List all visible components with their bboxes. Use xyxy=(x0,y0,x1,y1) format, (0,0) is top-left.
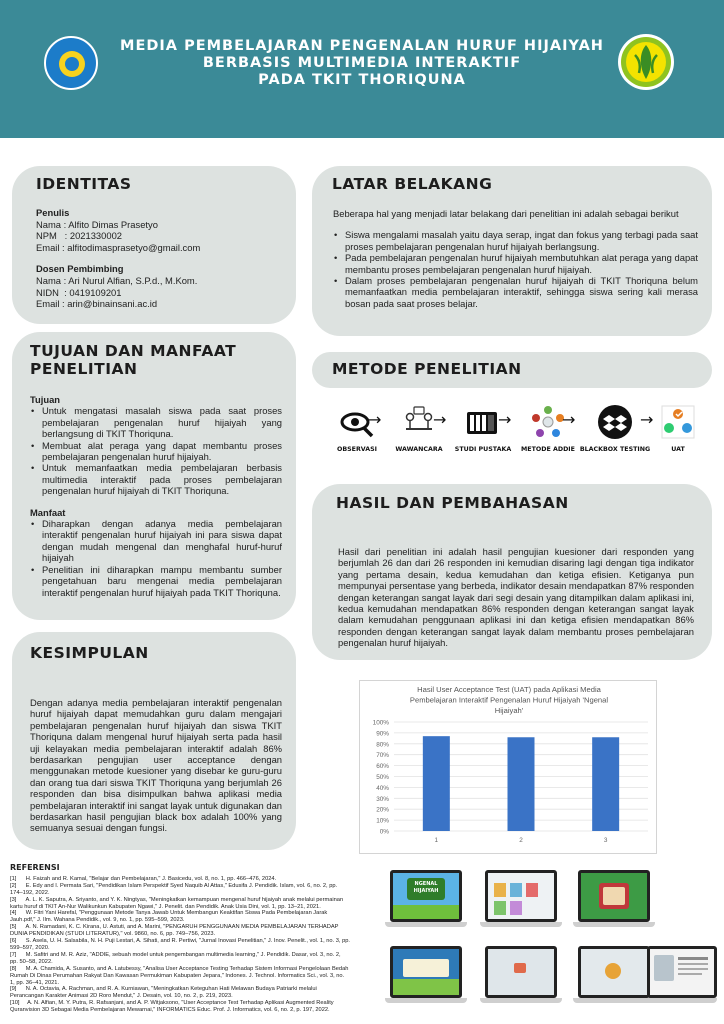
app-screenshot-1 xyxy=(385,868,467,934)
referensi-item: [9] N. A. Octavia, A. Rachman, and R. A. Kurniawan, "Meningkatkan Keteguhan Hati Melawan Budaya Patriarki melalui Perancangan Karakter Animasi 2D Roro Mendut," J. Desain, vol. 10, no. 2, p. 219, 2023. xyxy=(10,986,319,1000)
app-screenshot-4 xyxy=(385,944,467,1010)
identitas-heading: IDENTITAS xyxy=(36,175,132,193)
tujuan-heading-line-1: TUJUAN DAN MANFAAT xyxy=(30,342,237,360)
app-screenshot-6 xyxy=(573,944,655,1010)
poster-title xyxy=(100,38,624,89)
referensi-item: [8] M. A. Chamida, A. Susanto, and A. Latubessy, "Analisa User Acceptance Testing Terhadap Sistem Informasi Pengelolaan Bedah Rumah Di Dinas Perumahan Rakyat Dan Kawasan Permukiman Kabupaten Jepara," Indones. J. Technol. Informatics Sci., vol. 3, no. 1, pp. 36–41, 2021. xyxy=(10,965,350,986)
manfaat-list xyxy=(30,518,282,598)
tujuan-content xyxy=(30,394,282,598)
interview-icon xyxy=(401,404,437,440)
referensi-item: [6] S. Asela, U. H. Salsabila, N. H. Puji Lestari, A. Sihati, and R. Pertiwi, "Jurnal Inovasi Penelitian," J. Inov. Penelit., vol. 1, no. 3, pp. 599–597, 2020. xyxy=(10,938,352,951)
manfaat-item: • Penelitian ini diharapkan mampu membantu sumber pengetahuan baru mengenai media pembelajaran interaktif pengenalan huruf hijaiyah pada TKIT Thoriquna. xyxy=(30,564,282,598)
app-screenshot-7 xyxy=(647,944,717,1010)
chart-y-tick-label: 10% xyxy=(376,817,389,825)
referensi-item: [4] W. Fitri Yani Harefal, "Penggunaan Metode Tanya Jawab Untuk Membangun Keaktifan Siswa Pada Pembelajaran Jarak Jauh.pdf," J. Ilm. Wahana Pendidik., vol. 9, no. 1, pp. 595–599, 2023. xyxy=(10,910,329,924)
chart-bar xyxy=(423,736,450,831)
uat-chart-svg xyxy=(360,681,658,855)
chart-x-tick-label: 2 xyxy=(519,837,523,844)
tujuan-label: Tujuan xyxy=(30,394,61,405)
method-step-label: OBSERVASI xyxy=(336,446,378,453)
tujuan-heading-line-2: PENELITIAN xyxy=(30,360,138,378)
chart-title-line: Hasil User Acceptance Test (UAT) pada Aplikasi Media xyxy=(417,685,601,694)
method-step-label: BLACKBOX TESTING xyxy=(579,446,651,453)
chart-y-tick-label: 40% xyxy=(376,784,389,792)
uat-icon xyxy=(660,404,696,440)
latar-intro: Beberapa hal yang menjadi latar belakang dari penelitian ini adalah sebagai berikut xyxy=(333,208,679,219)
tujuan-list xyxy=(30,405,282,496)
dosen-nama: Nama : Ari Nurul Alfian, S.P.d., M.Kom. xyxy=(36,274,198,286)
chart-y-tick-label: 60% xyxy=(376,763,389,771)
referensi-section xyxy=(10,865,350,1014)
latar-list xyxy=(333,229,698,309)
method-step-label: METODE ADDIE xyxy=(521,446,575,453)
app-screenshot-3 xyxy=(573,868,655,934)
app-screenshot-5 xyxy=(480,944,562,1010)
dosen-nidn: NIDN : 0419109201 xyxy=(36,286,122,298)
referensi-heading: REFERENSI xyxy=(10,863,60,872)
chart-y-tick-label: 0% xyxy=(379,828,389,836)
latar-heading: LATAR BELAKANG xyxy=(332,175,493,193)
manfaat-label: Manfaat xyxy=(30,506,66,518)
tujuan-item: • Membuat alat peraga yang dapat membantu proses pembelajaran pengenalan huruf hijaiyah. xyxy=(30,440,282,463)
tujuan-item: • Untuk memanfaatkan media pembelajaran berbasis multimedia interaktif pada proses pembelajaran pengenalan huruf hijaiyah di TKIT Thoriquna. xyxy=(30,462,282,496)
arrow-right-icon: → xyxy=(640,410,654,429)
dosen-email: Email : arin@binainsani.ac.id xyxy=(36,298,158,310)
books-icon xyxy=(465,404,501,440)
arrow-right-icon: → xyxy=(562,410,576,429)
dosen-label: Dosen Pembimbing xyxy=(36,263,124,275)
app-screenshot-2 xyxy=(480,868,562,934)
referensi-item: [1] H. Faizah and R. Kamal, "Belajar dan Pembelajaran," J. Basicedu, vol. 8, no. 1, pp. 466–476, 2024. xyxy=(10,875,277,882)
hasil-heading: HASIL DAN PEMBAHASAN xyxy=(336,494,569,512)
app-title-line-1: NGENAL xyxy=(414,881,438,887)
arrow-right-icon: → xyxy=(433,410,447,429)
arrow-right-icon: → xyxy=(368,410,382,429)
chart-y-tick-label: 20% xyxy=(376,806,389,814)
identitas-content xyxy=(36,207,286,310)
tujuan-heading xyxy=(30,342,236,378)
method-step-label: STUDI PUSTAKA xyxy=(454,446,512,453)
chart-title-line: Hijaiyah' xyxy=(494,706,524,715)
app-title-line-2: HIJAIYAH xyxy=(413,888,439,894)
poster-header xyxy=(0,0,724,138)
title-line-1: MEDIA PEMBELAJARAN PENGENALAN HURUF HIJAIYAH xyxy=(120,38,604,54)
university-logo-icon xyxy=(44,36,98,90)
latar-item: • Siswa mengalami masalah yaitu daya serap, ingat dan fokus yang terbagi pada saat proses pembelajaran pengenalan huruf hijaiyah berlangsung. xyxy=(333,229,698,252)
method-step-uat xyxy=(659,404,697,453)
latar-item: • Pada pembelajaran pengenalan huruf hijaiyah membutuhkan alat peraga yang dapat membantu proses pembelajaran pengenalan huruf hijaiyah. xyxy=(333,252,698,275)
chart-bar xyxy=(592,737,619,831)
latar-content xyxy=(333,208,698,309)
referensi-item: [2] E. Edy and I. Permata Sari, "Pendidikan Islam Perspektif Syed Naquib Al Attas," Edusifa J. Pendidik. Islam, vol. 6, no. 2, pp. 174–192, 2022. xyxy=(10,882,339,896)
referensi-item: [7] M. Safitri and M. R. Aziz, "ADDIE, sebuah model untuk pengembangan multimedia learning," J. Pendidik. Dasar, vol. 3, no. 2, pp. 50–58, 2022. xyxy=(10,951,343,965)
chart-y-tick-label: 100% xyxy=(372,719,389,727)
latar-item: • Dalam proses pembelajaran pengenalan huruf hijaiyah di TKIT Thoriquna belum memanfaatkan media pembelajaran interaktif, sehingga siswa sering kali merasa bosan pada saat proses belajar. xyxy=(333,275,698,309)
school-logo-icon xyxy=(617,33,675,91)
title-line-2: BERBASIS MULTIMEDIA INTERAKTIF xyxy=(202,55,522,71)
penulis-label: Penulis xyxy=(36,207,70,218)
penulis-npm: NPM : 2021330002 xyxy=(36,230,122,242)
chart-x-tick-label: 3 xyxy=(603,837,608,844)
tujuan-item: • Untuk mengatasi masalah siswa pada saat proses pembelajaran pengenalan huruf hijaiyah yang berlangsung di TKIT Thoriquna. xyxy=(30,405,282,439)
chart-y-tick-label: 80% xyxy=(376,741,389,749)
referensi-list xyxy=(10,876,350,1014)
chart-title-line: Pembelajaran Interaktif Pengenalan Huruf Hijaiyah 'Ngenal xyxy=(409,695,609,705)
chart-bar xyxy=(508,737,535,831)
referensi-item: [10] A. N. Alfian, M. Y. Putra, R. Rafsanjani, and A. P. Witjaksono, "User Acceptance Test Terhadap Aplikasi Augmented Reality Quranvision 3D Sebagai Media Pembelajaran Mewarnai," INFORMATICS Educ. Prof. J. Informatics, vol. 6, no. 2, p. 197, 2022. xyxy=(10,1000,336,1014)
penulis-nama: Nama : Alfito Dimas Prasetyo xyxy=(36,218,158,230)
chart-y-tick-label: 30% xyxy=(376,795,389,803)
chart-y-tick-label: 90% xyxy=(376,730,389,738)
penulis-email: Email : alfitodimasprasetyo@gmail.com xyxy=(36,241,201,253)
uat-chart xyxy=(359,680,657,854)
kesimpulan-heading: KESIMPULAN xyxy=(30,644,149,662)
addie-cycle-icon xyxy=(530,404,566,440)
manfaat-item: • Diharapkan dengan adanya media pembelajaran interaktif pengenalan huruf hijaiyah ini para siswa dapat dengan mudah mengenal dan menghafal huruf-huruf hijaiyah xyxy=(30,518,282,564)
chart-y-tick-label: 50% xyxy=(376,774,389,781)
method-step-label: UAT xyxy=(671,446,685,453)
hasil-body: Hasil dari penelitian ini adalah hasil pengujian kuesioner dari responden yang berjumlah 26 dan dari 26 responden ini kemudian disaring lagi dengan tiga indikator yang pertama desain, kedua kemudahan dan ketiga efisien. Ketiganya pun mempunyai persentase yang berbeda, indikator desain mendapatkan 87% responden dengan keterangan sangat layak dari segi desain yang ditampilkan dalam aplikasi ini, kedua kemudahan mendapatkan 86% responden dengan keterangan sangat layak dalam kemudahan penggunaan aplikasi ini dan ketiga efisien mendapatkan 86% responden dengan keterangan sangat layak dalam membantu proses pembelajaran pengenalan huruf hijaiyah. xyxy=(338,546,694,649)
metode-heading: METODE PENELITIAN xyxy=(332,360,522,378)
referensi-item: [3] A. L. K. Saputra, A. Sriyanto, and Y. K. Ningtyas, "Meningkatkan kemampuan mengenal huruf hijaiyah anak melalui permainan kartu huruf di TKIT An-Nur Walikunkun Kabupaten Ngawi," J. Penelit. dan Pendidik. Anak Usia Dini, vol. 1, pp. 13–21, 2021. xyxy=(10,896,345,910)
arrow-right-icon: → xyxy=(498,410,512,429)
referensi-item: [5] A. N. Ramadani, K. C. Kirana, U. Astuti, and A. Marini, "PENGARUH PENGGUNAAN MEDIA PEMBELAJARAN TERHADAP DUNIA PENDIDIKAN (STUDI LITERATUR)," vol. 9860, no. 6, pp. 749–756, 2023. xyxy=(10,924,340,938)
kesimpulan-body: Dengan adanya media pembelajaran interaktif pengenalan huruf hijaiyah dapat memudahkan guru dalam mengajari pembelajaran pengenalan huruf hijaiyah dan siswa TKIT Thoriquna dalam mengenal huruf hijaiyah serta pada hasil uji kelayakan media pembelajaran interaktif adalah 86% berdasarkan pengujian user acceptance dengan menggunakan metode kuesioner yang disebar ke guru-guru dan orang tua dari siswa TKIT Thoriquna yang berjumlah 26 responden dan bisa disimpulkan bahwa aplikasi media pembelajaran interaktif ini sangat layak untuk digunakan dan berdasarkan hasil pengujian black box adalah 100% yang semuanya sesuai dengan fungsi. xyxy=(30,697,282,834)
dropbox-icon xyxy=(597,404,633,440)
title-line-3: PADA TKIT THORIQUNA xyxy=(258,72,466,88)
chart-y-tick-label: 70% xyxy=(376,752,389,760)
chart-x-tick-label: 1 xyxy=(434,837,439,844)
method-step-label: WAWANCARA xyxy=(395,446,443,453)
